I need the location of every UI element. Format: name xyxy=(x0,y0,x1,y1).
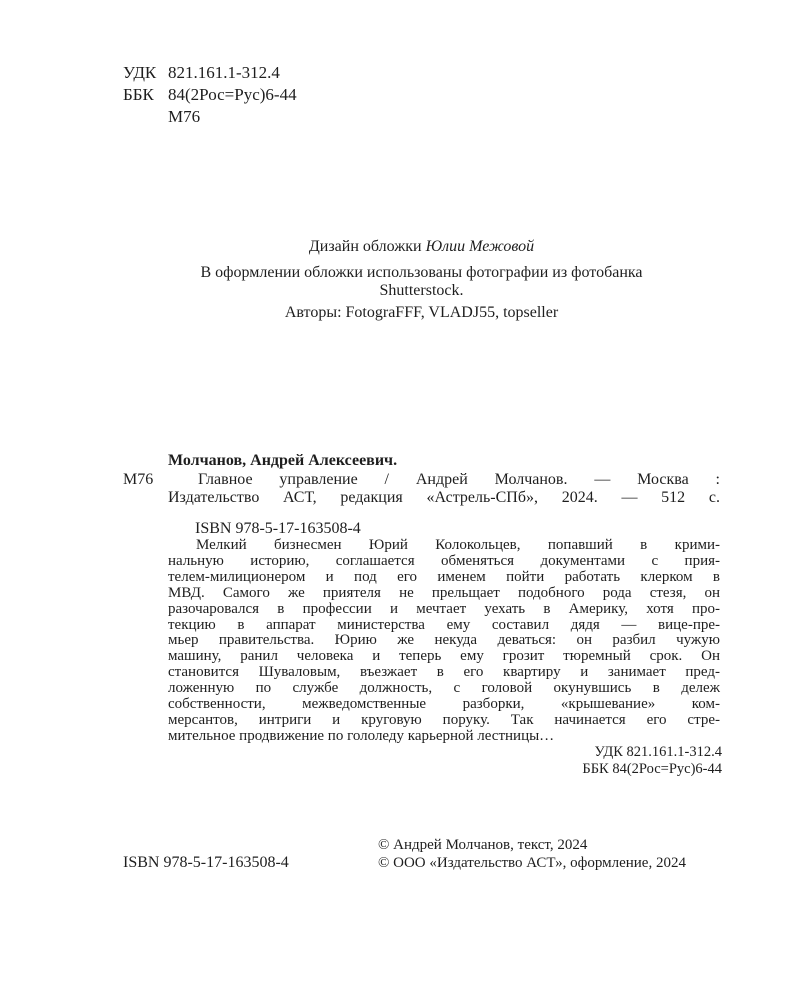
annotation-line: собственности, межведомственные разборки, «крышевание» ком- xyxy=(168,696,720,713)
bottom-classification-block xyxy=(123,744,722,778)
author-sign-row xyxy=(123,106,297,128)
annotation-line: мительное продвижение по гололеду карьерной лестницы… xyxy=(168,727,555,744)
bbk-row xyxy=(123,84,297,106)
bottom-udc: УДК 821.161.1-312.4 xyxy=(594,744,722,760)
footer-block xyxy=(123,837,722,877)
bibliographic-description xyxy=(123,471,720,508)
annotation-block xyxy=(168,538,720,745)
cover-designer-line xyxy=(123,238,720,257)
annotation-line: мерсантов, интриги и круговую поруку. Так начинается его стре- xyxy=(168,711,720,728)
author-heading: Молчанов, Андрей Алексеевич. xyxy=(168,452,398,469)
annotation-line: нальную историю, соглашается обменяться документами с прия- xyxy=(168,552,720,569)
bottom-bbk: ББК 84(2Рос=Рус)6-44 xyxy=(582,761,722,777)
footer-isbn: ISBN 978-5-17-163508-4 xyxy=(123,854,289,871)
catalog-card-block xyxy=(123,452,720,538)
photo-authors-line: Авторы: FotograFFF, VLADJ55, topseller xyxy=(284,303,559,321)
cover-credits-block xyxy=(123,238,720,322)
annotation-line: телем-милиционером и под его именем пойти работать клерком в xyxy=(168,568,720,585)
bbk-label: ББК xyxy=(123,85,154,104)
description-line: Главное управление / Андрей Молчанов. — Москва : xyxy=(198,470,720,488)
annotation-line: разочаровался в профессии и мечтает уехать в Америку, хотя про- xyxy=(168,600,720,617)
udc-row xyxy=(123,62,297,84)
udc-value: 821.161.1-312.4 xyxy=(168,63,280,82)
author-sign: М76 xyxy=(168,107,201,126)
annotation-line: становится Шуваловым, въезжает в его квартиру и занимает пред- xyxy=(168,664,720,681)
copyright-line-1: © Андрей Молчанов, текст, 2024 xyxy=(378,837,588,853)
annotation-line: МВД. Самого же приятеля не прельщает подобного рода стезя, он xyxy=(168,584,720,601)
top-classification-block xyxy=(123,62,297,128)
udc-label: УДК xyxy=(123,63,157,82)
copyright-line-2: © ООО «Издательство АСТ», оформление, 2024 xyxy=(378,854,686,871)
annotation-line: машину, ранил человека и теперь ему грозит тюремный срок. Он xyxy=(168,648,720,665)
annotation-line: мьер правительства. Юрию же некуда деваться: он разбил чужую xyxy=(168,632,720,649)
annotation-line: ложенную по службе должность, с головой окунувшись в дележ xyxy=(168,680,720,697)
bbk-value: 84(2Рос=Рус)6-44 xyxy=(168,85,297,104)
author-sign-margin: М76 xyxy=(123,470,154,488)
isbn-line: ISBN 978-5-17-163508-4 xyxy=(195,519,361,537)
copyright-block xyxy=(378,837,686,872)
description-line: Издательство АСТ, редакция «Астрель-СПб», 2024. — 512 с. xyxy=(168,489,720,506)
photo-credit-line-2: Shutterstock. xyxy=(379,282,464,299)
designer-name: Юлии Межовой xyxy=(425,238,535,255)
photo-credit-line-1: В оформлении обложки использованы фотографии из фотобанка xyxy=(200,263,643,281)
annotation-line: текцию в аппарат министерства ему составил дядя — вице-пре- xyxy=(168,616,720,633)
design-prefix: Дизайн обложки xyxy=(308,238,426,255)
annotation-line: Мелкий бизнесмен Юрий Колокольцев, попавший в крими- xyxy=(196,537,720,553)
